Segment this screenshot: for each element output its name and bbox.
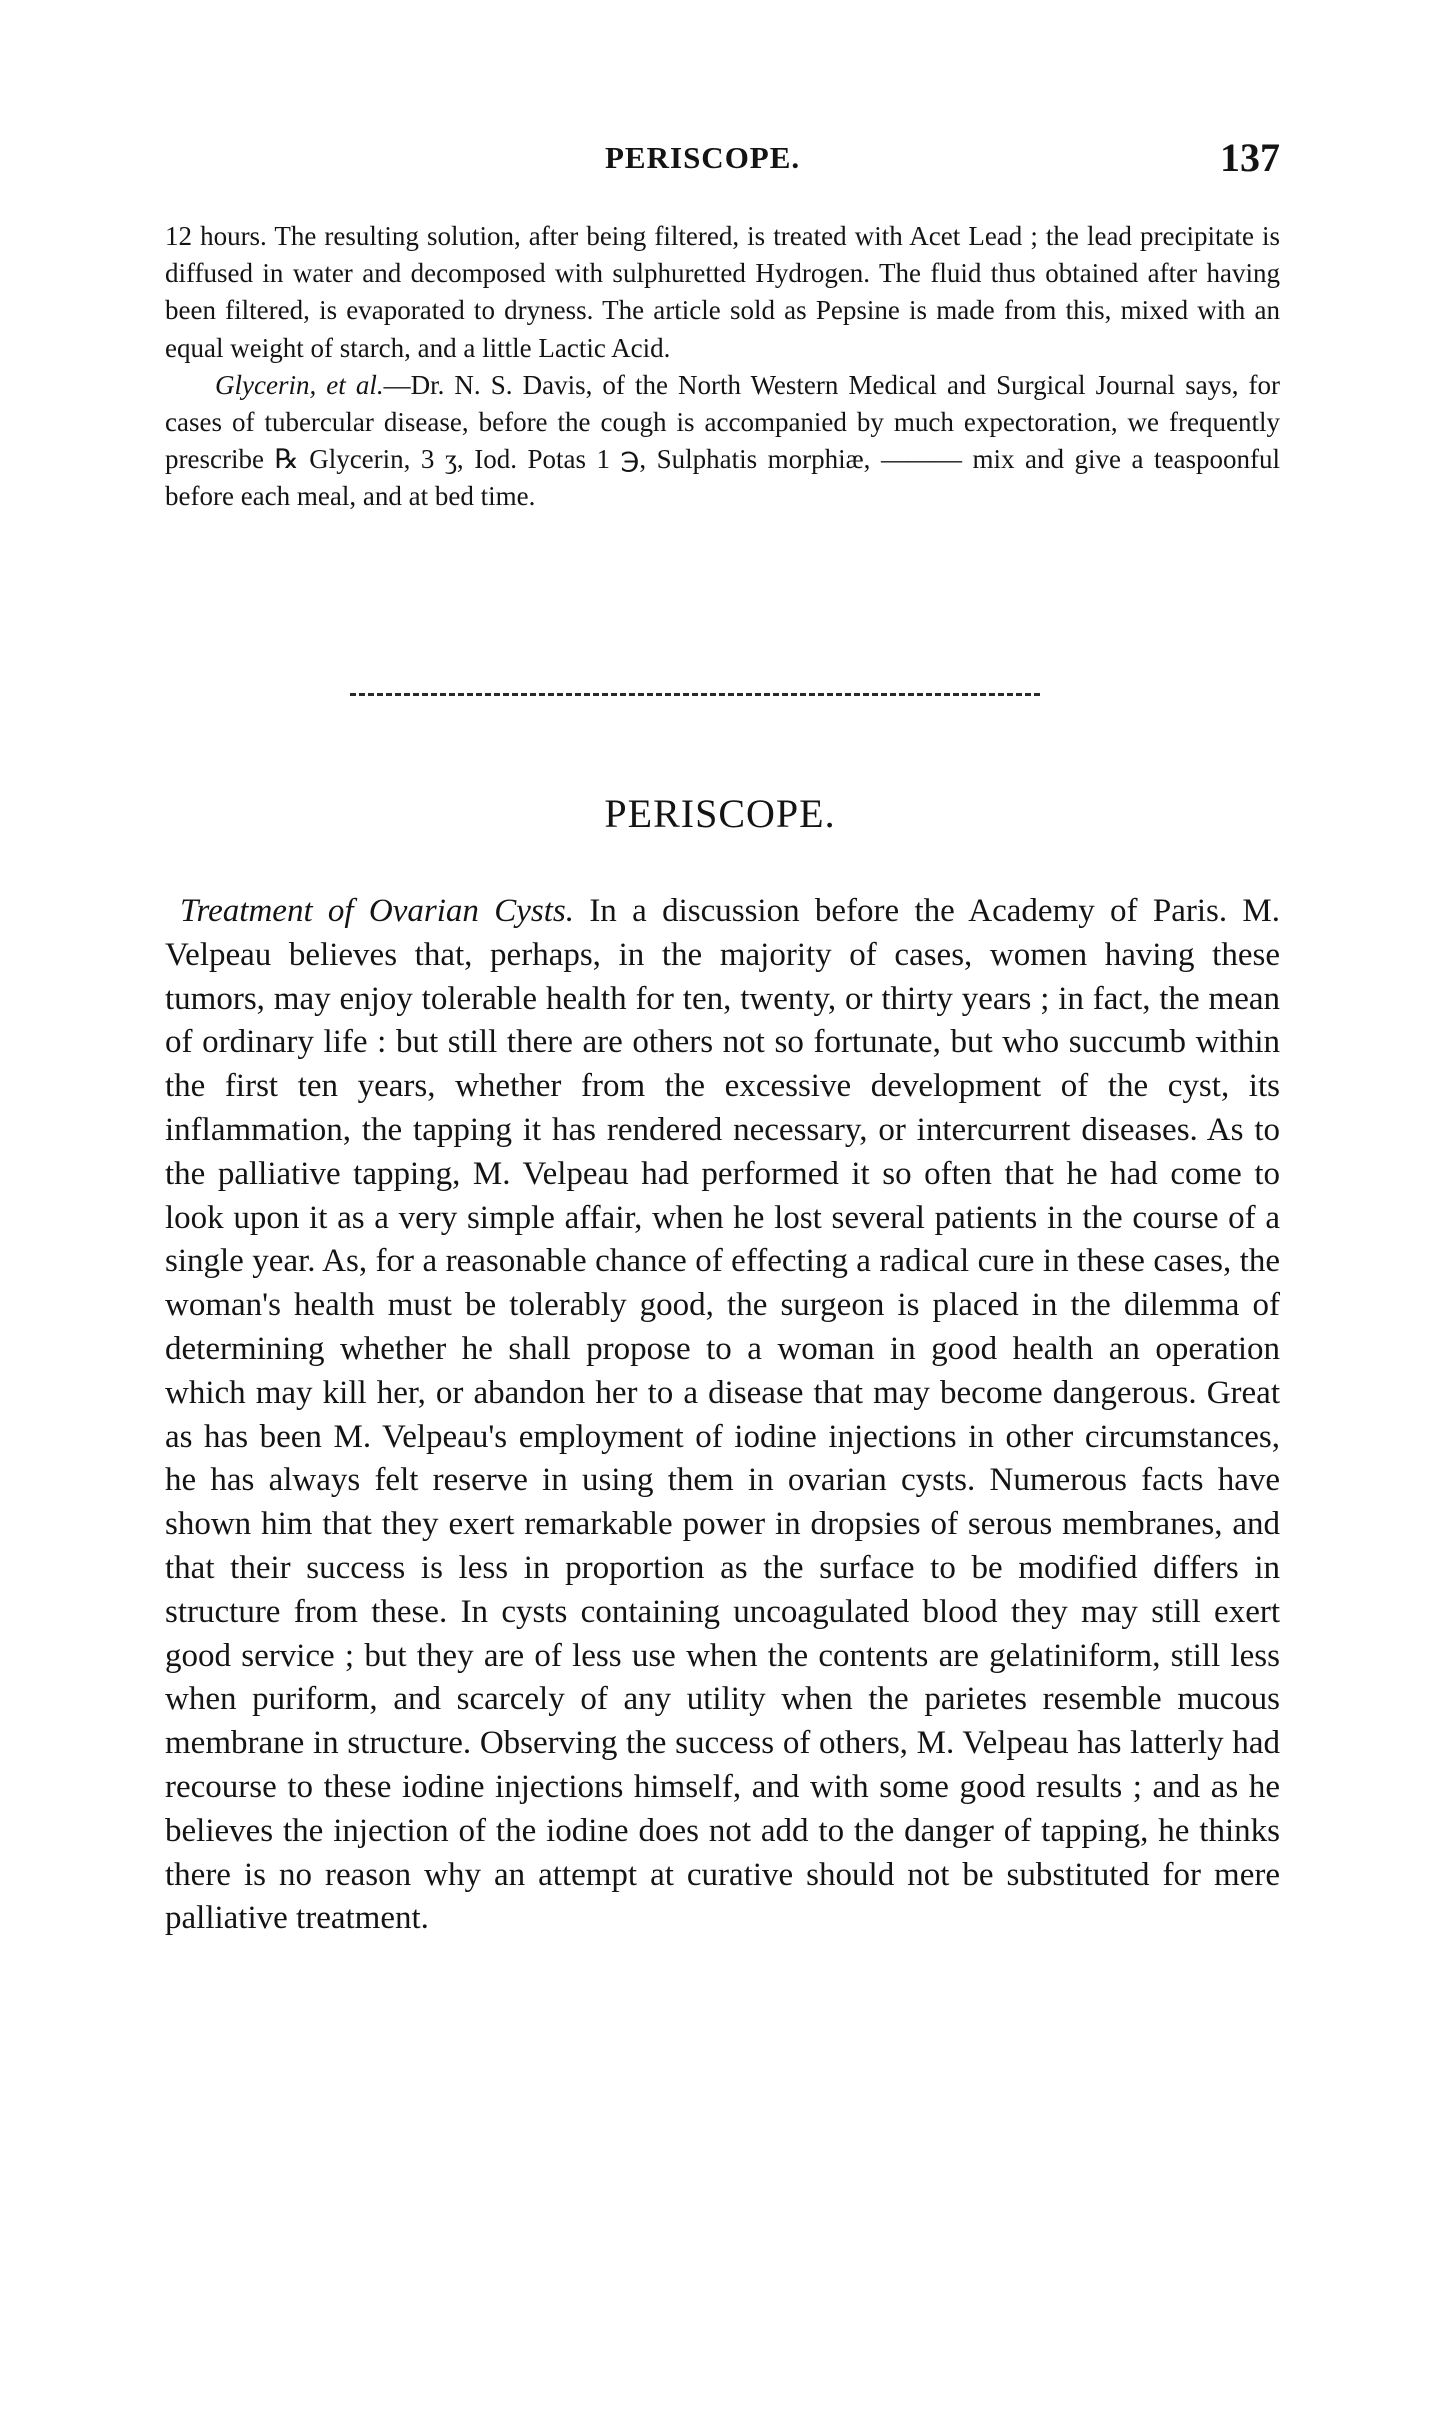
section-divider <box>350 693 1040 696</box>
continued-text-block <box>165 218 1280 516</box>
running-head: PERISCOPE. <box>605 140 801 175</box>
article-body: In a discussion before the Academy of Paris. M. Velpeau believes that, perhaps, in the majority of cases, women having these tumors, may enjoy tolerable health for ten, twenty, or thirty years ; in fact, the mean of ordinary life : but still there are others not so fortunate, but who succumb within the first ten years, whether from the excessive development of the cyst, its inflammation, the tapping it has rendered necessary, or intercurrent diseases. As to the palliative tapping, M. Velpeau had performed it so often that he had come to look upon it as a very simple affair, when he lost several patients in the course of a single year. As, for a reasonable chance of effecting a radical cure in these cases, the woman's health must be tolerably good, the surgeon is placed in the dilemma of determining whether he shall propose to a woman in good health an operation which may kill her, or abandon her to a disease that may become dangerous. Great as has been M. Velpeau's employment of iodine injections in other circumstances, he has always felt reserve in using them in ovarian cysts. Numerous facts have shown him that they exert remarkable power in dropsies of serous membranes, and that their success is less in proportion as the surface to be modified differs in structure from these. In cysts containing uncoagulated blood they may still exert good service ; but they are of less use when the contents are gelatiniform, still less when puriform, and scarcely of any utility when the parietes resemble mucous membrane in structure. Observing the success of others, M. Velpeau has latterly had recourse to these iodine injections himself, and with some good results ; and as he believes the injection of the iodine does not add to the danger of tapping, he thinks there is no reason why an attempt at curative should not be substituted for mere palliative treatment. <box>165 893 1281 1937</box>
glycerin-paragraph <box>165 367 1280 516</box>
page-number: 137 <box>1220 135 1280 180</box>
glycerin-text: —Dr. N. S. Davis, of the North Western Medical and Surgical Journal says, for cases of tubercular disease, before the cough is accompanied by much expectoration, we frequently prescribe ℞ Glycerin, 3 ʒ, Iod. Potas 1 ℈, Sulphatis morphiæ, ——— mix and give a teaspoonful before each meal, and at bed time. <box>165 369 1280 512</box>
article-paragraph <box>165 890 1280 1941</box>
continued-paragraph: 12 hours. The resulting solution, after being filtered, is treated with Acet Lead ; the lead precipitate is diffused in water and decomposed with sulphuretted Hydrogen. The fluid thus obtained after having been filtered, is evaporated to dryness. The article sold as Pepsine is made from this, mixed with an equal weight of starch, and a little Lactic Acid. <box>165 221 1280 363</box>
page-header <box>165 135 1280 190</box>
glycerin-lead: Glycerin, et al. <box>215 369 384 400</box>
article-lead: Treatment of Ovarian Cysts. <box>180 893 574 929</box>
section-title: PERISCOPE. <box>604 791 836 836</box>
article-block <box>165 890 1280 1941</box>
